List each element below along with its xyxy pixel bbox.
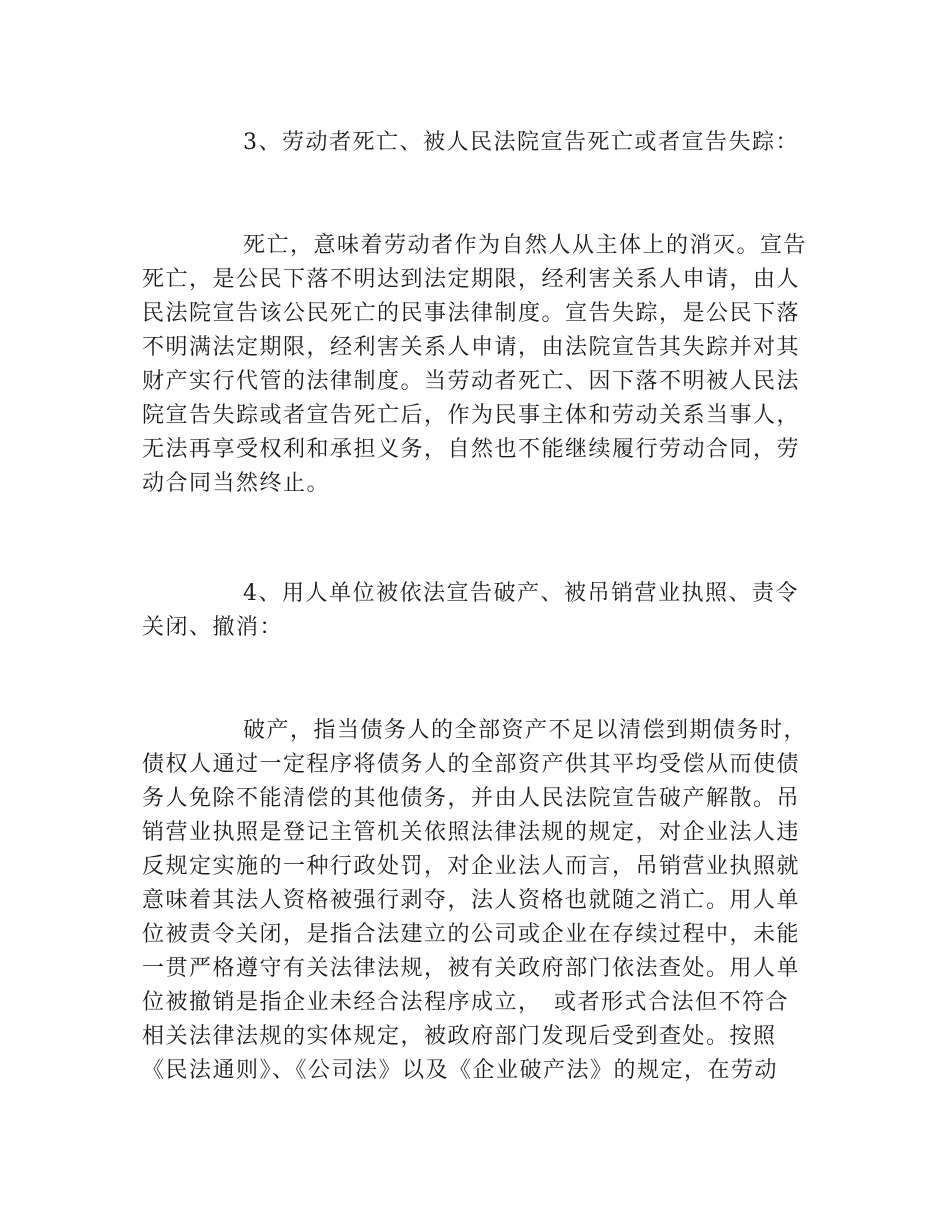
- paragraph-line: 《民法通则》、《公司法》以及《企业破产法》的规定，在劳动: [142, 1058, 779, 1083]
- paragraph-line: 不明满法定期限，经利害关系人申请，由法院宣告其失踪并对其: [142, 335, 801, 360]
- paragraph-line: 债权人通过一定程序将债务人的全部资产供其平均受偿从而使债: [142, 752, 801, 777]
- paragraph-line: 院宣告失踪或者宣告死亡后，作为民事主体和劳动关系当事人，: [142, 403, 801, 428]
- paragraph-line: 位被撤销是指企业未经合法程序成立， 或者形式合法但不符合: [142, 990, 790, 1015]
- paragraph-line: 破产，指当债务人的全部资产不足以清偿到期债务时，: [243, 718, 808, 743]
- paragraph-line: 位被责令关闭，是指合法建立的公司或企业在存续过程中，未能: [142, 922, 801, 947]
- paragraph-line: 一贯严格遵守有关法律法规，被有关政府部门依法查处。用人单: [142, 956, 801, 981]
- paragraph-line: 销营业执照是登记主管机关依照法律法规的规定，对企业法人违: [142, 820, 801, 845]
- section-heading-4-cont: 关闭、撤消：: [142, 615, 284, 640]
- section-heading-3: 3、劳动者死亡、被人民法院宣告死亡或者宣告失踪：: [243, 130, 799, 155]
- section-heading-4: 4、用人单位被依法宣告破产、被吊销营业执照、责令: [243, 581, 799, 606]
- paragraph-line: 死亡，是公民下落不明达到法定期限，经利害关系人申请，由人: [142, 267, 801, 292]
- paragraph-line: 动合同当然终止。: [142, 471, 331, 496]
- paragraph-line: 反规定实施的一种行政处罚，对企业法人而言，吊销营业执照就: [142, 854, 801, 879]
- paragraph-line: 民法院宣告该公民死亡的民事法律制度。宣告失踪，是公民下落: [142, 301, 801, 326]
- paragraph-line: 意味着其法人资格被强行剥夺，法人资格也就随之消亡。用人单: [142, 888, 801, 913]
- paragraph-line: 相关法律法规的实体规定，被政府部门发现后受到查处。按照: [142, 1024, 777, 1049]
- paragraph-line: 务人免除不能清偿的其他债务，并由人民法院宣告破产解散。吊: [142, 786, 801, 811]
- paragraph-line: 死亡，意味着劳动者作为自然人从主体上的消灭。宣告: [243, 233, 808, 258]
- paragraph-line: 无法再享受权利和承担义务，自然也不能继续履行劳动合同，劳: [142, 437, 801, 462]
- paragraph-line: 财产实行代管的法律制度。当劳动者死亡、因下落不明被人民法: [142, 369, 801, 394]
